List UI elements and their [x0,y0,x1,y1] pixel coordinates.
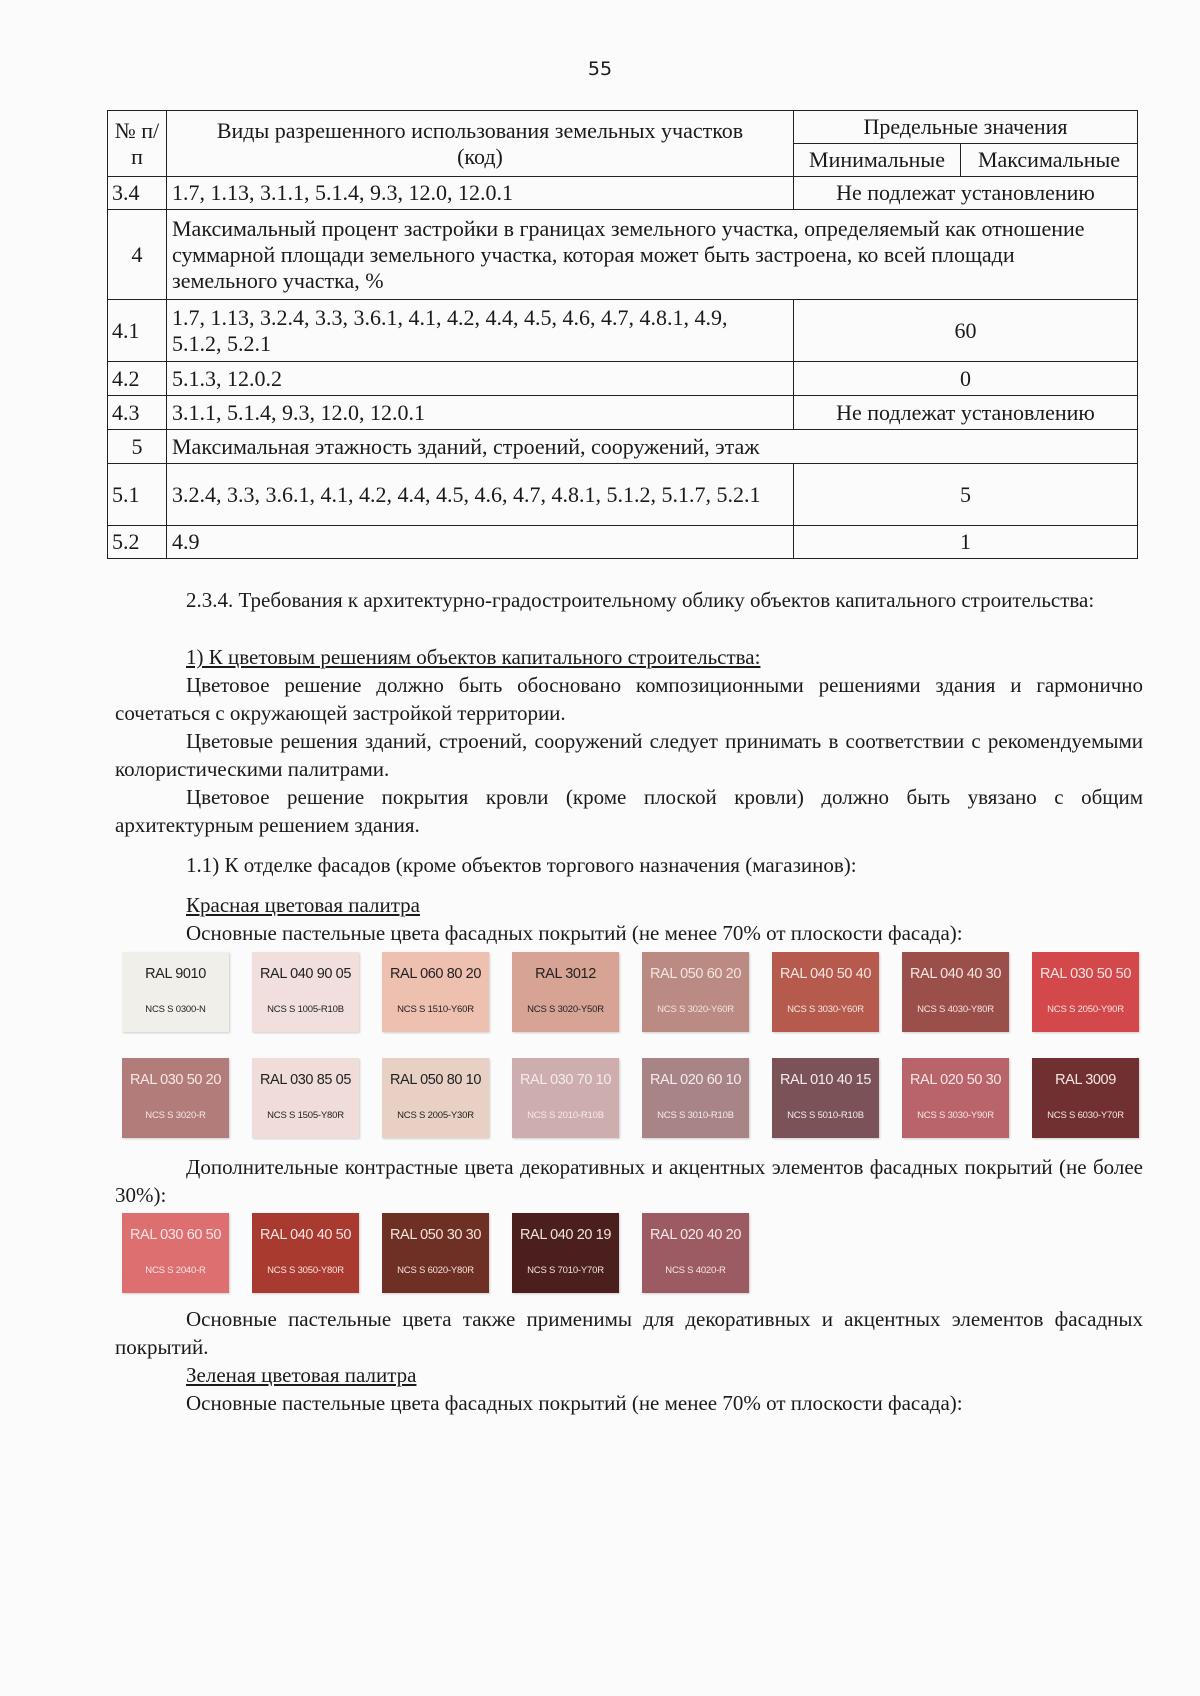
paragraph-2-3-4: 2.3.4. Требования к архитектурно-градостроительному облику объектов капитального строительства: [186,588,1095,612]
color-swatch [772,1058,879,1138]
row-num: 4.2 [108,362,167,396]
row-description: Максимальная этажность зданий, строений, сооружений, этаж [167,430,1138,464]
swatch-ral-code: RAL 030 85 05 [259,1072,351,1088]
swatch-ncs-code: NCS S 2040-R [145,1265,206,1276]
swatch-ncs-code: NCS S 6020-Y80R [397,1265,474,1276]
table-row [108,526,1138,559]
color-swatch [252,1058,359,1138]
header-types: Виды разрешенного использования земельных участков (код) [167,111,794,177]
swatch-ncs-code: NCS S 4030-Y80R [917,1004,994,1015]
regulations-table [107,110,1138,559]
row-value: 1 [794,526,1138,559]
color-swatch [122,1058,229,1138]
note-main-colors: Основные пастельные цвета также применимы для декоративных и акцентных элементов фасадных покрытий. [115,1307,1143,1359]
row-num: 4.1 [108,300,167,362]
row-num: 5.2 [108,526,167,559]
color-swatch [902,952,1009,1032]
additional-colors-caption: Дополнительные контрастные цвета декоративных и акцентных элементов фасадных покрытий (не более 30%): [115,1155,1143,1207]
header-max: Максимальные [961,144,1138,177]
swatch-ral-code: RAL 060 80 20 [389,966,481,982]
color-swatch [902,1058,1009,1138]
swatch-ncs-code: NCS S 1510-Y60R [397,1004,474,1015]
row-value: Не подлежат установлению [794,396,1138,430]
swatch-ncs-code: NCS S 4020-R [665,1265,726,1276]
swatch-ral-code: RAL 030 70 10 [519,1072,611,1088]
swatch-ncs-code: NCS S 3020-R [145,1110,206,1121]
swatch-ral-code: RAL 020 50 30 [909,1072,1001,1088]
header-min: Минимальные [794,144,961,177]
row-codes: 4.9 [167,526,794,559]
color-swatch [642,1058,749,1138]
color-swatch [512,952,619,1032]
row-value: Не подлежат установлению [794,177,1138,210]
color-swatch [382,952,489,1032]
swatch-ral-code: RAL 040 40 50 [259,1227,351,1243]
green-palette-heading [186,1361,1143,1389]
swatch-ncs-code: NCS S 3030-Y60R [787,1004,864,1015]
row-num: 5 [108,430,167,464]
row-codes: 5.1.3, 12.0.2 [167,362,794,396]
main-colors-green-caption: Основные пастельные цвета фасадных покрытий (не менее 70% от плоскости фасада): [186,1391,963,1415]
color-swatch [772,952,879,1032]
swatch-ncs-code: NCS S 7010-Y70R [527,1265,604,1276]
paragraph-color-3: Цветовое решение покрытия кровли (кроме плоской кровли) должно быть увязано с общим архитектурным решением здания. [115,785,1143,837]
color-swatch [642,952,749,1032]
swatch-ncs-code: NCS S 1505-Y80R [267,1110,344,1121]
swatch-ncs-code: NCS S 2010-R10B [527,1110,604,1121]
row-value: 60 [794,300,1138,362]
row-codes: 1.7, 1.13, 3.2.4, 3.3, 3.6.1, 4.1, 4.2, 4.4, 4.5, 4.6, 4.7, 4.8.1, 4.9, 5.1.2, 5.2.1 [167,300,794,362]
swatch-ral-code: RAL 020 60 10 [649,1072,741,1088]
row-codes: 1.7, 1.13, 3.1.1, 5.1.4, 9.3, 12.0, 12.0.1 [167,177,794,210]
main-colors-caption: Основные пастельные цвета фасадных покрытий (не менее 70% от плоскости фасада): [186,921,963,945]
swatch-ncs-code: NCS S 3010-R10B [657,1110,734,1121]
row-value: 0 [794,362,1138,396]
color-swatch [512,1213,619,1293]
swatch-ral-code: RAL 040 20 19 [519,1227,611,1243]
row-value: 5 [794,464,1138,526]
green-palette-title: Зеленая цветовая палитра [186,1363,417,1387]
header-limits: Предельные значения [794,111,1138,144]
swatch-ral-code: RAL 3012 [535,966,596,982]
swatch-ncs-code: NCS S 3020-Y60R [657,1004,734,1015]
swatch-ncs-code: NCS S 5010-R10B [787,1110,864,1121]
color-swatch [1032,1058,1139,1138]
item-1-1: 1.1) К отделке фасадов (кроме объектов торгового назначения (магазинов): [186,853,857,877]
page-number: 55 [587,58,613,80]
swatch-ncs-code: NCS S 3050-Y80R [267,1265,344,1276]
table-row [108,177,1138,210]
red-palette-heading [186,891,1143,919]
swatch-ncs-code: NCS S 2005-Y30R [397,1110,474,1121]
color-swatch [252,952,359,1032]
color-swatch [642,1213,749,1293]
swatch-ral-code: RAL 040 50 40 [779,966,871,982]
color-swatch [382,1213,489,1293]
color-swatch [122,1213,229,1293]
swatch-ncs-code: NCS S 3030-Y90R [917,1110,994,1121]
red-palette-title: Красная цветовая палитра [186,893,420,917]
color-swatch [1032,952,1139,1032]
row-num: 5.1 [108,464,167,526]
swatch-ncs-code: NCS S 3020-Y50R [527,1004,604,1015]
table-row [108,300,1138,362]
table-row [108,362,1138,396]
swatch-ral-code: RAL 050 60 20 [649,966,741,982]
swatch-ral-code: RAL 030 50 50 [1039,966,1131,982]
swatch-ral-code: RAL 050 80 10 [389,1072,481,1088]
table-header-row [108,111,1138,144]
swatch-ncs-code: NCS S 0300-N [145,1004,206,1015]
color-swatch [382,1058,489,1138]
row-num: 4.3 [108,396,167,430]
swatch-ral-code: RAL 030 50 20 [129,1072,221,1088]
table-row [108,430,1138,464]
row-codes: 3.1.1, 5.1.4, 9.3, 12.0, 12.0.1 [167,396,794,430]
swatch-ncs-code: NCS S 2050-Y90R [1047,1004,1124,1015]
swatch-ral-code: RAL 9010 [145,966,206,982]
paragraph-color-2: Цветовые решения зданий, строений, сооружений следует принимать в соответствии с рекомендуемыми колористическими палитрами. [115,729,1143,781]
table-row [108,396,1138,430]
item-1-text: 1) К цветовым решениям объектов капитального строительства: [186,645,761,669]
swatch-ral-code: RAL 3009 [1055,1072,1116,1088]
swatch-ral-code: RAL 040 90 05 [259,966,351,982]
row-codes: 3.2.4, 3.3, 3.6.1, 4.1, 4.2, 4.4, 4.5, 4.6, 4.7, 4.8.1, 5.1.2, 5.1.7, 5.2.1 [167,464,794,526]
header-num: № п/п [108,111,167,177]
row-num: 3.4 [108,177,167,210]
table-row [108,464,1138,526]
swatch-ncs-code: NCS S 1005-R10B [267,1004,344,1015]
swatch-ral-code: RAL 020 40 20 [649,1227,741,1243]
row-num: 4 [108,210,167,300]
row-description: Максимальный процент застройки в границах земельного участка, определяемый как отношение суммарной площади земельного участка, которая может быть застроена, ко всей площади земельного участка, % [167,210,1138,300]
color-swatch [512,1058,619,1138]
swatch-ral-code: RAL 040 40 30 [909,966,1001,982]
swatch-ral-code: RAL 010 40 15 [779,1072,871,1088]
paragraph-color-1: Цветовое решение должно быть обосновано композиционными решениями здания и гармонично сочетаться с окружающей застройкой территории. [115,673,1143,725]
color-swatch [252,1213,359,1293]
table-row [108,210,1138,300]
swatch-ncs-code: NCS S 6030-Y70R [1047,1110,1124,1121]
swatch-ral-code: RAL 050 30 30 [389,1227,481,1243]
swatch-ral-code: RAL 030 60 50 [129,1227,221,1243]
color-swatch [122,952,229,1032]
item-1 [186,643,1143,671]
